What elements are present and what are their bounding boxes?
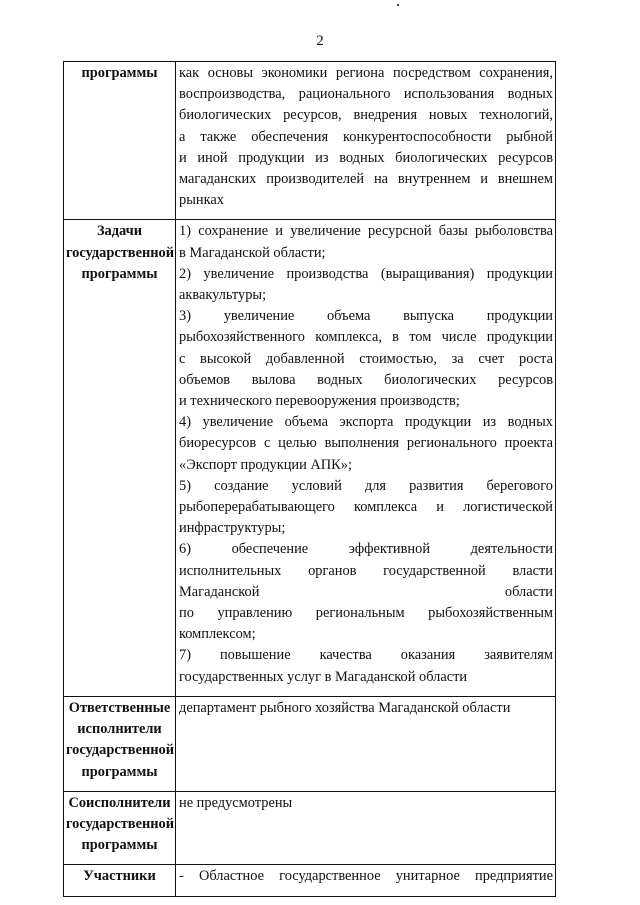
- text-line: воспроизводства, рационального использования водных: [179, 86, 553, 103]
- table-row-responsible: [64, 696, 556, 791]
- row-value: [176, 865, 556, 896]
- row-label: Соисполнители государственной программы: [64, 791, 176, 865]
- text-line: 5) создание условий для развития берегового: [179, 477, 553, 494]
- text-line: 4) увеличение объема экспорта продукции из водных: [179, 414, 553, 431]
- table-row-participants: [64, 865, 556, 896]
- row-value: [176, 791, 556, 865]
- text-line: а также обеспечения конкурентоспособности рыбной: [179, 128, 553, 145]
- text-line: по управлению региональным рыбохозяйственным: [179, 605, 553, 622]
- text-line: 7) повышение качества оказания заявителям: [179, 647, 553, 664]
- row-value: [176, 696, 556, 791]
- row-label: программы: [64, 62, 176, 220]
- text-line: инфраструктуры;: [179, 520, 286, 537]
- text-line: биоресурсов с целью выполнения регионального проекта: [179, 435, 553, 452]
- text-line: Магаданской области: [179, 583, 553, 600]
- text-line: и иной продукции из водных биологических ресурсов: [179, 149, 553, 166]
- text-line: 3) увеличение объема выпуска продукции: [179, 308, 553, 325]
- page-number: 2: [316, 33, 324, 49]
- table-row-goal-continuation: [64, 62, 556, 220]
- scan-speck: [397, 4, 399, 6]
- text-line: и технического перевооружения производств;: [179, 393, 460, 410]
- row-label: Задачи государственной программы: [64, 220, 176, 696]
- text-line: исполнительных органов государственной власти: [179, 562, 553, 579]
- text-line: рыбохозяйственного комплекса, в том числе продукции: [179, 329, 553, 346]
- text-line: рыбоперерабатывающего комплекса и логистической: [179, 499, 553, 516]
- text-line: магаданских производителей на внутреннем и внешнем: [179, 171, 553, 188]
- text-line: «Экспорт продукции АПК»;: [179, 456, 352, 473]
- text-line: с высокой добавленной стоимостью, за счет роста: [179, 350, 553, 367]
- row-value: [176, 220, 556, 696]
- table-row-coexecutors: [64, 791, 556, 865]
- text-line: комплексом;: [179, 626, 256, 643]
- row-label: Участники: [64, 865, 176, 896]
- text-line: 2) увеличение производства (выращивания) продукции: [179, 265, 553, 282]
- program-passport-table: [63, 61, 556, 897]
- text-line: государственных услуг в Магаданской области: [179, 668, 468, 685]
- text-line: 6) обеспечение эффективной деятельности: [179, 541, 553, 558]
- row-label: Ответственные исполнители государственной программы: [64, 696, 176, 791]
- text-line: объемов вылова водных биологических ресурсов: [179, 371, 553, 388]
- text-line: рынках: [179, 192, 224, 209]
- text-line: 1) сохранение и увеличение ресурсной базы рыболовства: [179, 223, 553, 240]
- text-line: в Магаданской области;: [179, 244, 326, 261]
- text-line: не предусмотрены: [179, 794, 293, 811]
- text-line: как основы экономики региона посредством сохранения,: [179, 65, 553, 81]
- text-line: биологических ресурсов, внедрения новых технологий,: [179, 107, 553, 124]
- text-line: - Областное государственное унитарное предприятие: [179, 868, 553, 885]
- text-line: департамент рыбного хозяйства Магаданской области: [179, 699, 511, 716]
- row-value: [176, 62, 556, 220]
- table-row-tasks: [64, 220, 556, 696]
- text-line: аквакультуры;: [179, 287, 267, 304]
